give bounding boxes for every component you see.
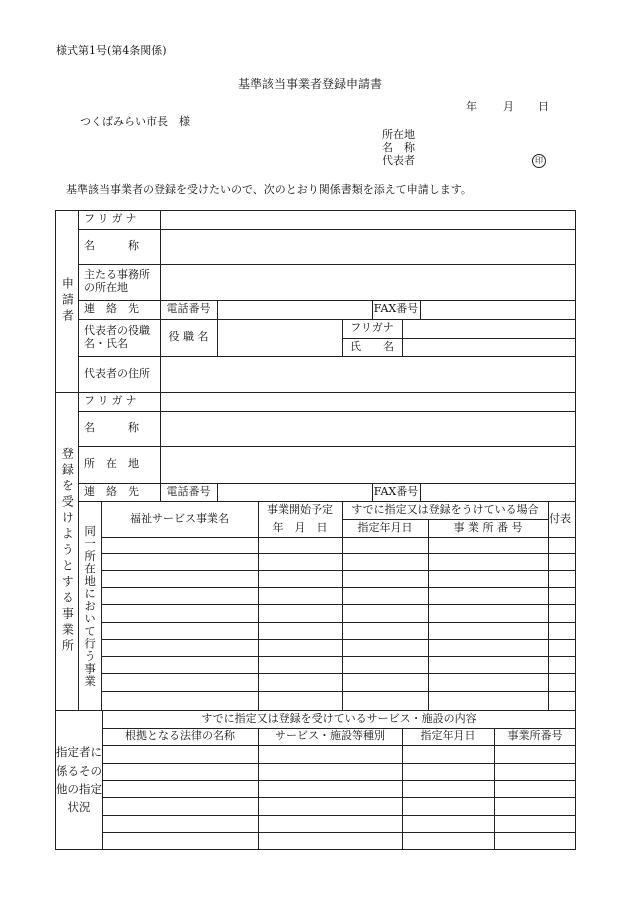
applicant-main-office-label: 主たる事務所の所在地 (84, 268, 150, 294)
applicant-rep-name-label: 氏 名 (350, 339, 394, 353)
document-title: 基準該当事業者登録申請書 (238, 77, 383, 91)
facility-fax-label: FAX番号 (373, 484, 419, 498)
date-month-label: 月 (503, 100, 514, 113)
addressee: つくばみらい市長 様 (80, 115, 190, 128)
col-attached: 付表 (549, 512, 571, 526)
facility-section-label: 登録を受けようとする事業所 (60, 447, 75, 655)
other-section-label: 指定者に係るその他の指定状況 (56, 745, 102, 815)
facility-location-label: 所 在 地 (84, 457, 139, 471)
date-year-label: 年 (466, 100, 477, 113)
same-location-label: 同一所在地において行う事業 (83, 524, 98, 688)
facility-contact-label: 連 絡 先 (84, 484, 139, 498)
col-service-name: 福祉サービス事業名 (130, 511, 229, 525)
facility-phone-label: 電話番号 (166, 484, 211, 498)
applicant-representative-label: 代表者 (382, 154, 415, 167)
col-other-designated-date: 指定年月日 (420, 729, 476, 743)
intro-sentence: 基準該当事業者の登録を受けたいので、次のとおり関係書類を添えて申請します。 (66, 183, 472, 196)
seal-mark: 印 (532, 154, 546, 168)
col-start-ymd: 年 月 日 (272, 520, 328, 534)
form-number: 様式第1号(第4条関係) (56, 44, 167, 57)
col-already-designated: すでに指定又は登録をうけている場合 (351, 503, 539, 517)
applicant-furigana-label: フリガナ (84, 212, 140, 226)
applicant-contact-label: 連 絡 先 (84, 302, 139, 316)
date-day-label: 日 (538, 100, 549, 113)
col-start-date: 事業開始予定 (267, 503, 333, 517)
col-law-name: 根拠となる法律の名称 (125, 729, 235, 743)
applicant-position-label: 役 職 名 (168, 330, 209, 344)
applicant-fax-label: FAX番号 (373, 302, 419, 316)
col-service-type: サービス・施設等種別 (275, 729, 385, 743)
applicant-name-label: 名 称 (382, 141, 415, 154)
facility-furigana-label: フリガナ (84, 394, 140, 408)
col-designated-date: 指定年月日 (357, 520, 413, 534)
applicant-name-label: 名 称 (84, 239, 139, 253)
applicant-rep-furigana-label: フリガナ (350, 321, 394, 335)
col-office-number: 事 業 所 番 号 (453, 520, 523, 534)
applicant-address-label: 所在地 (382, 128, 415, 141)
facility-name-label: 名 称 (84, 421, 139, 435)
col-other-office-number: 事業所番号 (507, 729, 563, 743)
applicant-rep-address-label: 代表者の住所 (84, 366, 150, 380)
applicant-section-label: 申請者 (60, 277, 75, 325)
other-header: すでに指定又は登録を受けているサービス・施設の内容 (201, 711, 477, 725)
applicant-phone-label: 電話番号 (166, 302, 211, 316)
applicant-rep-title-label: 代表者の役職名・氏名 (84, 323, 150, 350)
